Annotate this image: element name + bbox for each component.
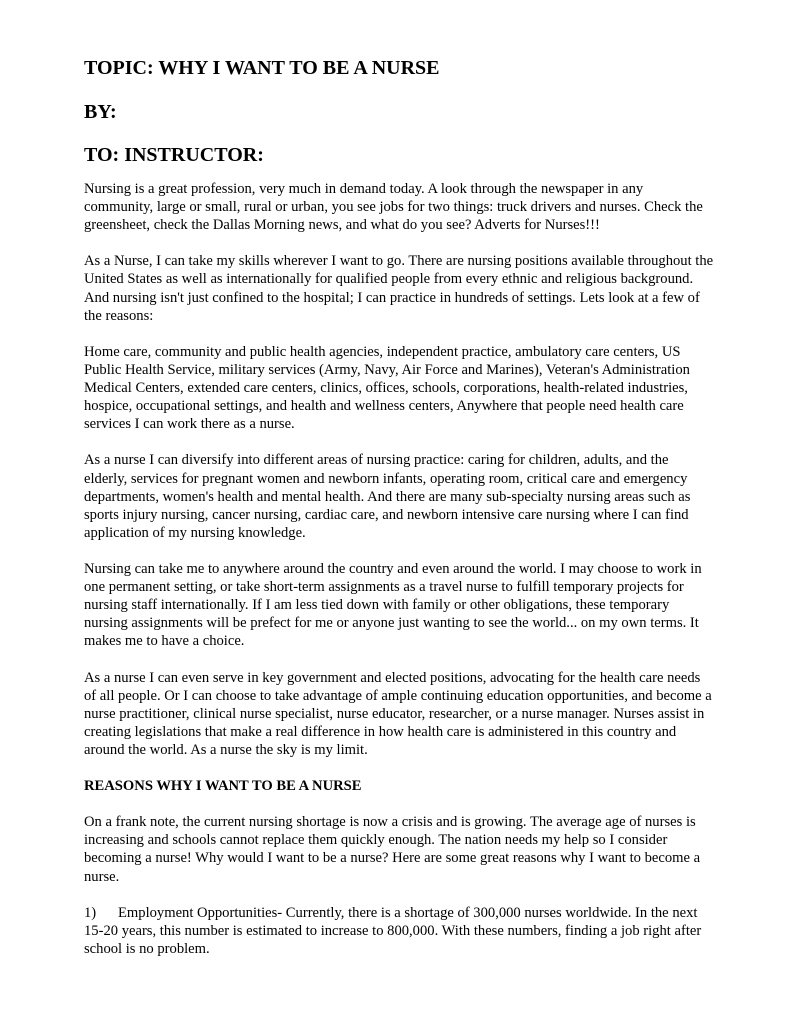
- paragraph-reasons-intro: On a frank note, the current nursing shortage is now a crisis and is growing. The average age of nurses is increasing and schools cannot replace them quickly enough. The nation needs my help so I consider becoming a nurse! Why would I want to be a nurse? Here are some great reasons why I want to become a nurse.: [84, 814, 701, 885]
- paragraph-skills: As a Nurse, I can take my skills wherever I want to go. There are nursing positions available throughout the United States as well as internationally for qualified people from every ethnic and religious background. And nursing isn't just confined to the hospital; I can practice in hundreds of settings. Lets look at a few of the reasons:: [84, 253, 714, 324]
- reasons-heading: REASONS WHY I WANT TO BE A NURSE: [84, 778, 362, 795]
- essay-body: [84, 180, 714, 976]
- reason-number: 1): [84, 904, 97, 921]
- paragraph-government: As a nurse I can even serve in key government and elected positions, advocating for the health care needs of all people. Or I can choose to take advantage of ample continuing education opportunities, and become a nurse practitioner, clinical nurse specialist, nurse educator, researcher, or a nurse manager. Nurses assist in creating legislations that make a real difference in how health care is administered in this country and around the world. As a nurse the sky is my limit.: [84, 669, 712, 758]
- paragraph-travel: Nursing can take me to anywhere around the country and even around the world. I may choose to work in one permanent setting, or take short-term assignments as a travel nurse to fulfill temporary projects for nursing staff internationally. If I am less tied down with family or other obligations, these temporary nursing assignments will be prefect for me or anyone just wanting to see the world... on my own terms. It makes me to have a choice.: [84, 560, 702, 650]
- reason-text: Employment Opportunities- Currently, there is a shortage of 300,000 nurses worldwide. In the next 15-20 years, this number is estimated to increase to 800,000. With these numbers, finding a job right after school is no problem.: [84, 904, 702, 957]
- paragraph-settings: Home care, community and public health agencies, independent practice, ambulatory care centers, US Public Health Service, military services (Army, Navy, Air Force and Marines), Veteran's Administration Medical Centers, extended care centers, clinics, offices, schools, corporations, health-related industries, hospice, occupational settings, and health and wellness centers, Anywhere that people need health care services I can work there as a nurse.: [84, 343, 690, 433]
- author-heading: BY:: [84, 101, 117, 123]
- paragraph-specialties: As a nurse I can diversify into different areas of nursing practice: caring for children, adults, and the elderly, services for pregnant women and newborn infants, operating room, critical care and emergency departments, women's health and mental health. And there are many sub-specialty nursing areas such as sports injury nursing, cancer nursing, cardiac care, and newborn intensive care nursing where I can find application of my nursing knowledge.: [84, 452, 691, 541]
- topic-heading: TOPIC: WHY I WANT TO BE A NURSE: [84, 57, 440, 79]
- paragraph-intro: Nursing is a great profession, very much in demand today. A look through the newspaper in any community, large or small, rural or urban, you see jobs for two things: truck drivers and nurses. Check the greensheet, check the Dallas Morning news, and what do you see? Adverts for Nurses!!!: [84, 181, 703, 234]
- instructor-heading: TO: INSTRUCTOR:: [84, 144, 264, 166]
- reason-item-1: [84, 904, 714, 958]
